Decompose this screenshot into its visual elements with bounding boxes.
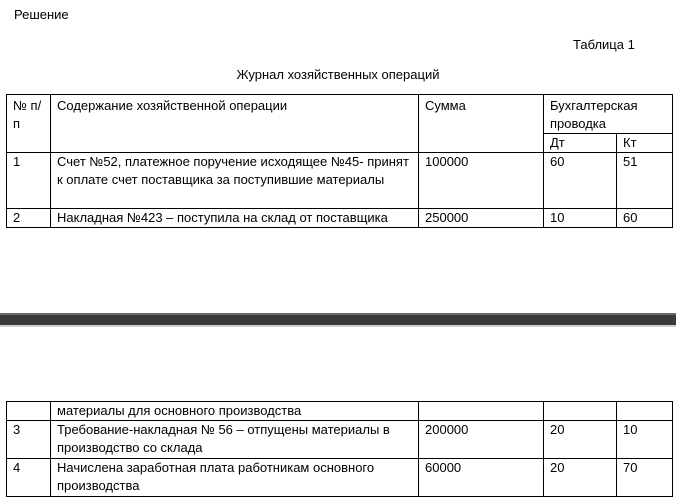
cell-num: 2 (7, 209, 51, 228)
table-number: Таблица 1 (573, 37, 635, 52)
header-num: № п/п (7, 95, 51, 153)
header-content: Содержание хозяйственной операции (51, 95, 419, 153)
cell-credit: 70 (617, 459, 673, 497)
solution-heading: Решение (14, 7, 69, 22)
header-sum: Сумма (419, 95, 544, 153)
cell-sum: 60000 (419, 459, 544, 497)
table-row (7, 421, 673, 459)
cell-debit (544, 402, 617, 421)
operations-journal-table (6, 94, 673, 228)
document-page-2 (0, 327, 676, 497)
cell-credit: 60 (617, 209, 673, 228)
page-break-separator (0, 313, 676, 327)
operations-journal-table-continued (6, 401, 673, 497)
table-row (7, 459, 673, 497)
header-credit: Кт (617, 134, 673, 153)
cell-num (7, 402, 51, 421)
cell-sum (419, 402, 544, 421)
cell-sum: 100000 (419, 153, 544, 209)
table-title: Журнал хозяйственных операций (236, 67, 440, 82)
table-row (7, 153, 673, 209)
cell-sum: 200000 (419, 421, 544, 459)
cell-content: Начислена заработная плата работникам основного производства (51, 459, 419, 497)
cell-num: 1 (7, 153, 51, 209)
cell-debit: 60 (544, 153, 617, 209)
cell-debit: 20 (544, 459, 617, 497)
cell-credit: 10 (617, 421, 673, 459)
table-row (7, 209, 673, 228)
table-header-row (7, 95, 673, 134)
cell-num: 4 (7, 459, 51, 497)
cell-content: Требование-накладная № 56 – отпущены материалы в производство со склада (51, 421, 419, 459)
cell-num: 3 (7, 421, 51, 459)
cell-credit: 51 (617, 153, 673, 209)
header-entry: Бухгалтерская проводка (544, 95, 673, 134)
cell-debit: 20 (544, 421, 617, 459)
cell-debit: 10 (544, 209, 617, 228)
cell-content: Накладная №423 – поступила на склад от поставщика (51, 209, 419, 228)
table-row (7, 402, 673, 421)
header-debit: Дт (544, 134, 617, 153)
cell-sum: 250000 (419, 209, 544, 228)
cell-content: материалы для основного производства (51, 402, 419, 421)
cell-content: Счет №52, платежное поручение исходящее №45- принят к оплате счет поставщика за поступившие материалы (51, 153, 419, 209)
cell-credit (617, 402, 673, 421)
